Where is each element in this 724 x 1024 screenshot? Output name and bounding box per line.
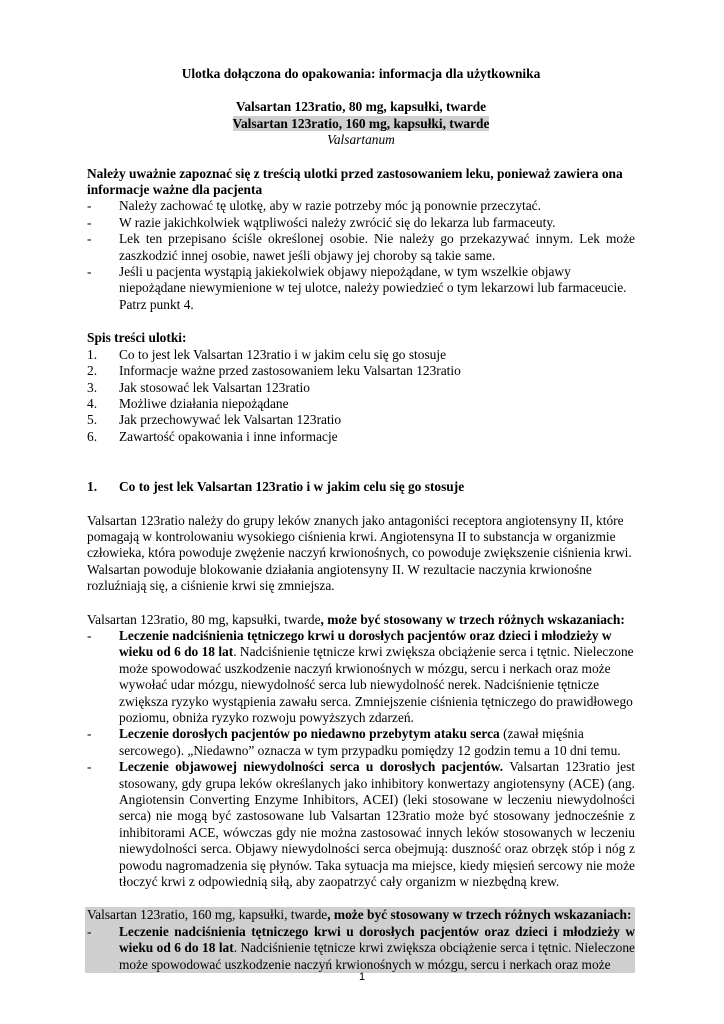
intro-heading: Należy uważnie zapoznać się z treścią ulotki przed zastosowaniem leku, ponieważ zawiera ona informacje ważne dla pacjenta — [87, 165, 623, 198]
section-1-paragraph: Valsartan 123ratio należy do grupy leków znanych jako antagoniści receptora angiotensyny II, które pomagają w kontrolowaniu wysokiego ciśnienia krwi. Angiotensyna II to substancja w organizmie człowieka, która powoduje zwężenie naczyń krwionośnych, co powoduje zwiększenie ciśnienia krwi. Walsartan powoduje blokowanie działania angiotensyny II. W rezultacie naczynia krwionośne rozluźniają się, a ciśnienie krwi się zmniejsza. — [87, 512, 632, 594]
intro-bullet: - Należy zachować tę ulotkę, aby w razie potrzeby móc ją ponownie przeczytać. — [87, 198, 541, 214]
section-1-heading: 1. Co to jest lek Valsartan 123ratio i w jakim celu się go stosuje — [87, 479, 465, 495]
indication-item: - Leczenie nadciśnienia tętniczego krwi u dorosłych pacjentów oraz dzieci i młodzieży w wieku od 6 do 18 lat. Nadciśnienie tętnicze krwi zwiększa obciążenie serca i tętnic. Nieleczone może spowodować uszkodzenie naczyń krwionośnych w mózgu, sercu i nerkach oraz może wywołać udar mózgu, niewydolność serca lub niewydolność nerek. Nadciśnienie tętnicze zwiększa ryzyko wystąpienia zawału serca. Zmniejszenie ciśnienia tętniczego do prawidłowego poziomu, obniża ryzyko rozwoju powyższych zdarzeń. — [87, 627, 634, 725]
product-name-80mg: Valsartan 123ratio, 80 mg, kapsułki, twarde — [235, 99, 487, 115]
intro-bullet: - W razie jakichkolwiek wątpliwości należy zwrócić się do lekarza lub farmaceuty. — [87, 214, 556, 230]
active-substance: Valsartanum — [327, 132, 395, 148]
indications-160mg-intro: Valsartan 123ratio, 160 mg, kapsułki, twarde, może być stosowany w trzech różnych wskazaniach: — [87, 907, 632, 923]
intro-bullet: - Lek ten przepisano ściśle określonej osobie. Nie należy go przekazywać innym. Lek może zaszkodzić innej osobie, nawet jeśli objawy jej choroby są takie same. — [87, 231, 635, 263]
leaflet-page — [87, 66, 635, 973]
page-number: 1 — [358, 971, 366, 983]
leaflet-title: Ulotka dołączona do opakowania: informacja dla użytkownika — [181, 66, 541, 81]
toc-item: 6. Zawartość opakowania i inne informacje — [87, 428, 338, 444]
toc-item: 5. Jak przechowywać lek Valsartan 123ratio — [87, 412, 342, 428]
toc-item: 1. Co to jest lek Valsartan 123ratio i w jakim celu się go stosuje — [87, 346, 447, 362]
indication-item: - Leczenie nadciśnienia tętniczego krwi u dorosłych pacjentów oraz dzieci i młodzieży w wieku od 6 do 18 lat. Nadciśnienie tętnicze krwi zwiększa obciążenie serca i tętnic. Nieleczone może spowodować uszkodzenie naczyń krwionośnych w mózgu, sercu i nerkach oraz może — [87, 923, 636, 972]
indications-80mg-intro: Valsartan 123ratio, 80 mg, kapsułki, twarde, może być stosowany w trzech różnych wskazaniach: — [87, 611, 625, 627]
indication-item: - Leczenie dorosłych pacjentów po niedawno przebytym ataku serca (zawał mięśnia sercowego). „Niedawno” oznacza w tym przypadku pomiędzy 12 godzin temu a 10 dni temu. — [87, 726, 621, 758]
toc-item: 4. Możliwe działania niepożądane — [87, 395, 289, 411]
intro-bullet: - Jeśli u pacjenta wystąpią jakiekolwiek objawy niepożądane, w tym wszelkie objawy niepożądane niewymienione w tej ulotce, należy powiedzieć o tym lekarzowi lub farmaceucie. Patrz punkt 4. — [87, 264, 627, 312]
indication-item: - Leczenie objawowej niewydolności serca u dorosłych pacjentów. Valsartan 123ratio jest stosowany, gdy grupa leków określanych jako inhibitory konwertazy angiotensyny (ACE) (ang. Angiotensin Converting Enzyme Inhibitors, ACEI) (leki stosowane w leczeniu niewydolności serca) nie mogą być zastosowane lub Valsartan 123ratio może być stosowany jednocześnie z inhibitorami ACE, wówczas gdy nie można zastosować innych leków stosowanych w leczeniu niewydolności serca. Objawy niewydolności serca obejmują: duszność oraz obrzęk stóp i nóg z powodu nagromadzenia się płynów. Taka sytuacja ma miejsce, kiedy mięsień sercowy nie może tłoczyć krwi z odpowiednią siłą, aby zaopatrzyć cały organizm w niezbędną krew. — [87, 759, 635, 890]
toc-item: 2. Informacje ważne przed zastosowaniem leku Valsartan 123ratio — [87, 363, 461, 379]
toc-item: 3. Jak stosować lek Valsartan 123ratio — [87, 379, 310, 395]
toc-heading: Spis treści ulotki: — [87, 330, 187, 346]
product-name-160mg: Valsartan 123ratio, 160 mg, kapsułki, twarde — [232, 115, 490, 131]
